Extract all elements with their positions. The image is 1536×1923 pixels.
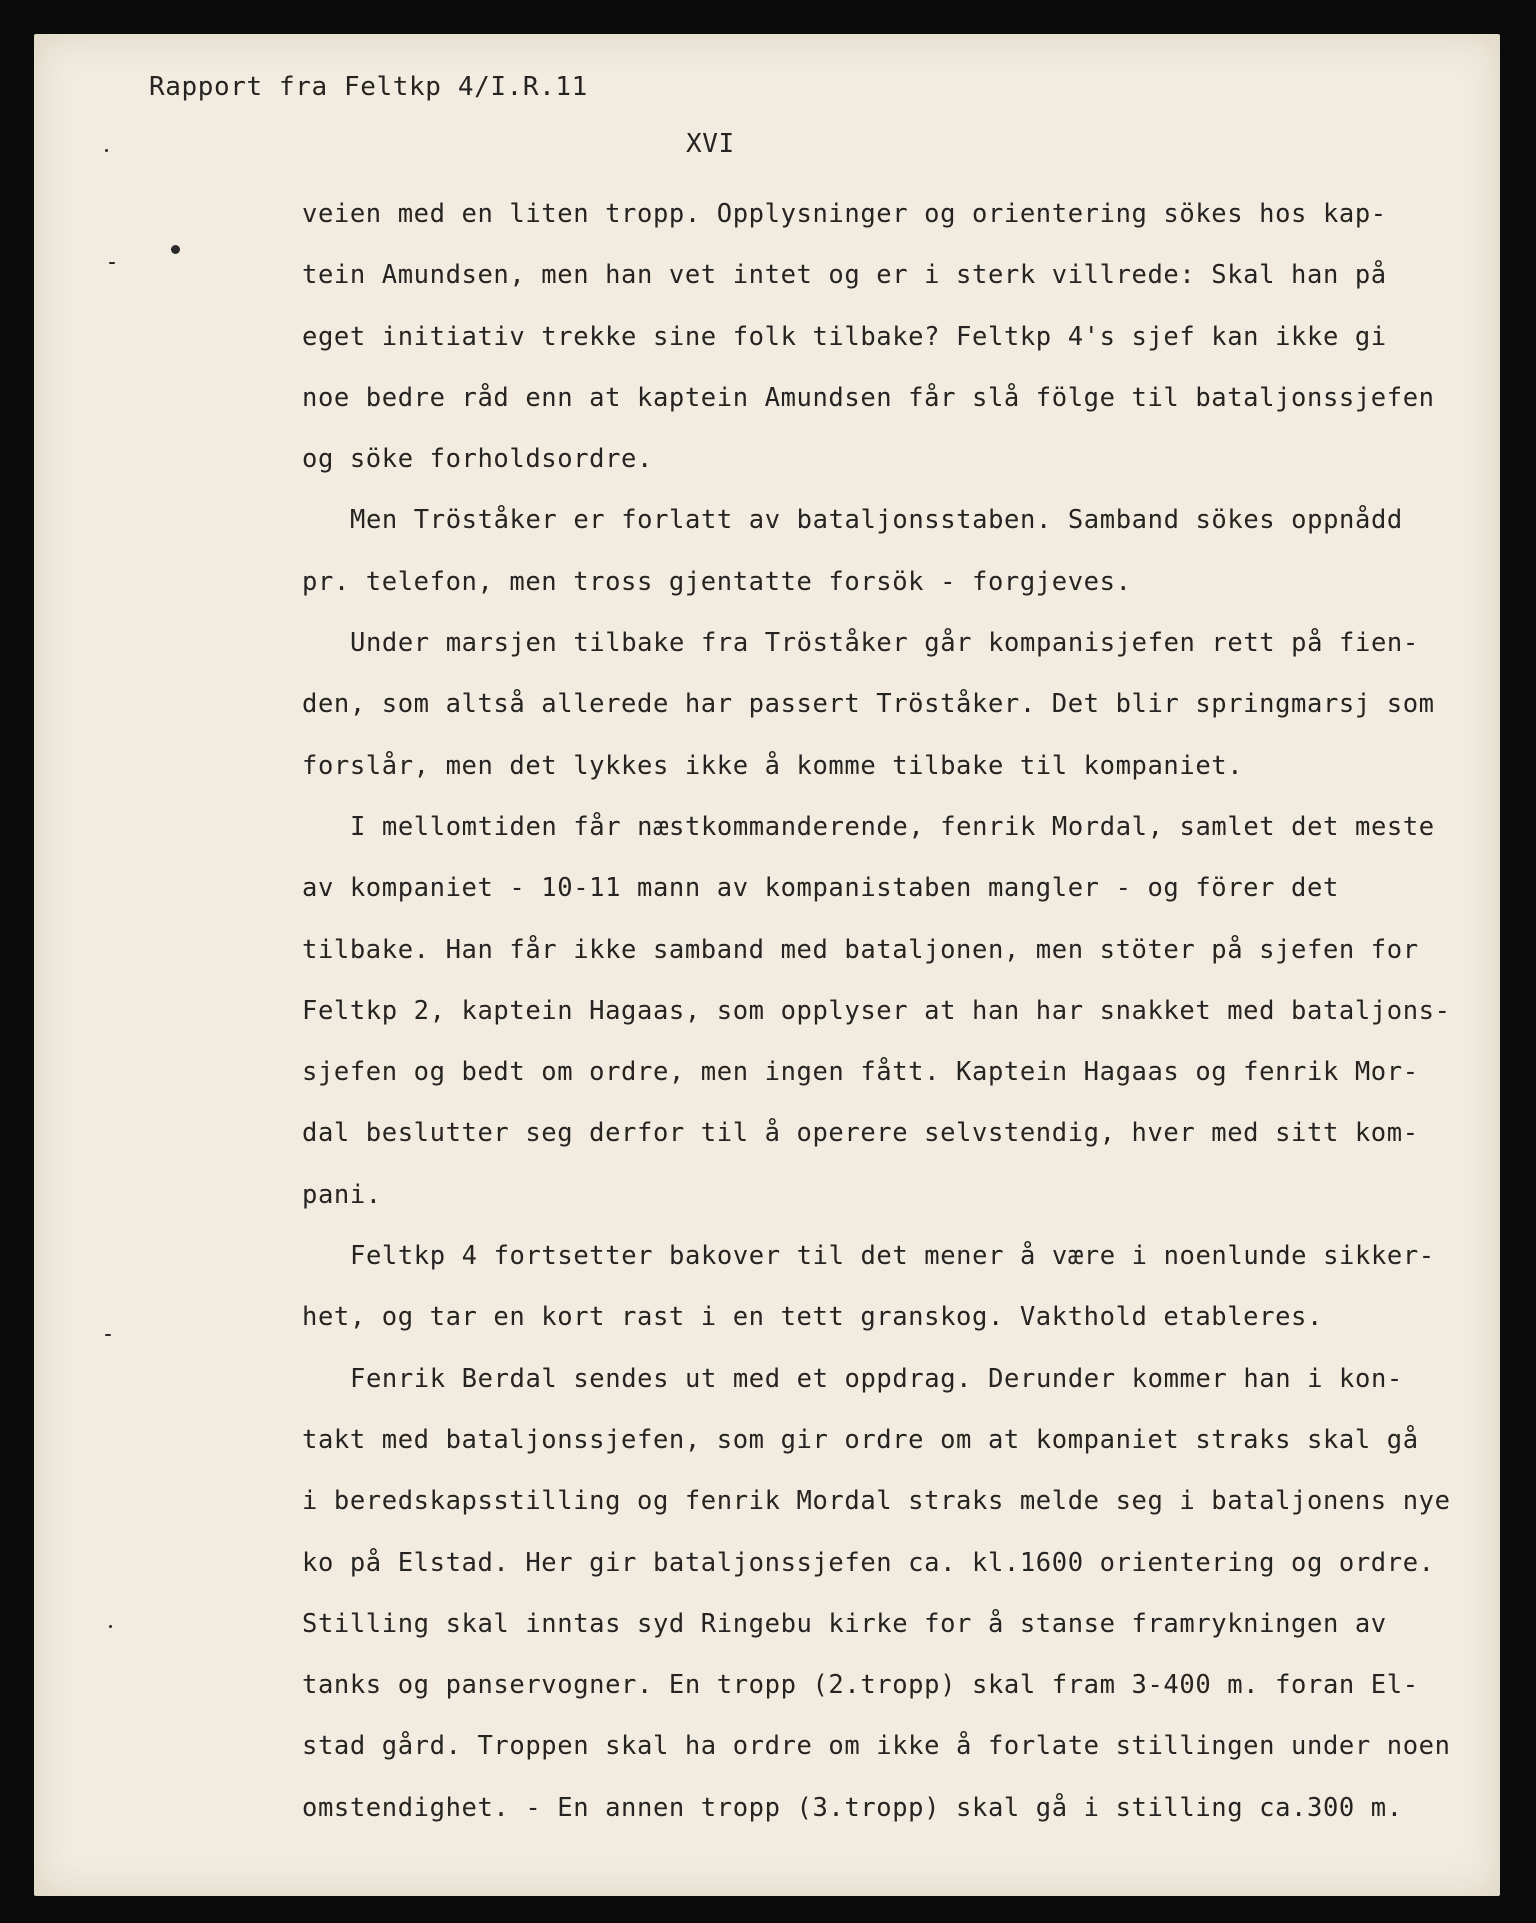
margin-speck — [109, 1625, 112, 1628]
text-line: eget initiativ trekke sine folk tilbake? Feltkp 4's sjef kan ikke gi — [302, 321, 1387, 352]
text-line: forslår, men det lykkes ikke å komme tilbake til kompaniet. — [302, 750, 1244, 781]
page-number: XVI — [686, 129, 735, 159]
text-line: stad gård. Troppen skal ha ordre om ikke å forlate stillingen under noen — [302, 1731, 1451, 1762]
text-line: i beredskapsstilling og fenrik Mordal straks melde seg i bataljonens nye — [302, 1486, 1451, 1517]
text-line: Stilling skal inntas syd Ringebu kirke for å stanse framrykningen av — [302, 1608, 1387, 1639]
text-line: pr. telefon, men tross gjentatte forsök - forgjeves. — [302, 566, 1132, 597]
text-line: het, og tar en kort rast i en tett granskog. Vakthold etableres. — [302, 1302, 1323, 1333]
text-line: og söke forholdsordre. — [302, 444, 653, 475]
text-line: sjefen og bedt om ordre, men ingen fått. Kaptein Hagaas og fenrik Mor- — [302, 1057, 1419, 1088]
text-line: omstendighet. - En annen tropp (3.tropp) skal gå i stilling ca.300 m. — [302, 1792, 1403, 1823]
document-page — [34, 34, 1500, 1896]
text-line: av kompaniet - 10-11 mann av kompanistaben mangler - og förer det — [302, 873, 1339, 904]
text-line: I mellomtiden får næstkommanderende, fenrik Mordal, samlet det meste — [350, 811, 1435, 842]
text-line: takt med bataljonssjefen, som gir ordre om at kompaniet straks skal gå — [302, 1424, 1419, 1455]
margin-dash — [105, 1334, 111, 1336]
text-line: ko på Elstad. Her gir bataljonssjefen ca. kl.1600 orientering og ordre. — [302, 1547, 1435, 1578]
text-line: Feltkp 2, kaptein Hagaas, som opplyser at han har snakket med bataljons- — [302, 995, 1451, 1026]
text-line: Men Tröståker er forlatt av bataljonsstaben. Samband sökes oppnådd — [350, 505, 1403, 536]
text-line: noe bedre råd enn at kaptein Amundsen får slå fölge til bataljonssjefen — [302, 382, 1435, 413]
text-line: pani. — [302, 1179, 382, 1210]
text-line: tilbake. Han får ikke samband med bataljonen, men stöter på sjefen for — [302, 934, 1419, 965]
margin-speck — [105, 149, 108, 152]
text-line: Under marsjen tilbake fra Tröståker går kompanisjefen rett på fien- — [350, 628, 1419, 659]
text-line: dal beslutter seg derfor til å operere selvstendig, hver med sitt kom- — [302, 1118, 1419, 1149]
margin-dash — [109, 262, 115, 264]
text-line: den, som altså allerede har passert Tröståker. Det blir springmarsj som — [302, 689, 1435, 720]
margin-dot — [171, 245, 180, 254]
text-line: Fenrik Berdal sendes ut med et oppdrag. Derunder kommer han i kon- — [350, 1363, 1403, 1394]
text-line: veien med en liten tropp. Opplysninger og orientering sökes hos kap- — [302, 199, 1387, 229]
body-text — [302, 184, 1482, 1839]
report-header: Rapport fra Feltkp 4/I.R.11 — [149, 72, 588, 102]
text-line: tein Amundsen, men han vet intet og er i sterk villrede: Skal han på — [302, 260, 1387, 291]
text-line: tanks og panservogner. En tropp (2.tropp) skal fram 3-400 m. foran El- — [302, 1670, 1419, 1701]
text-line: Feltkp 4 fortsetter bakover til det mener å være i noenlunde sikker- — [350, 1241, 1435, 1272]
